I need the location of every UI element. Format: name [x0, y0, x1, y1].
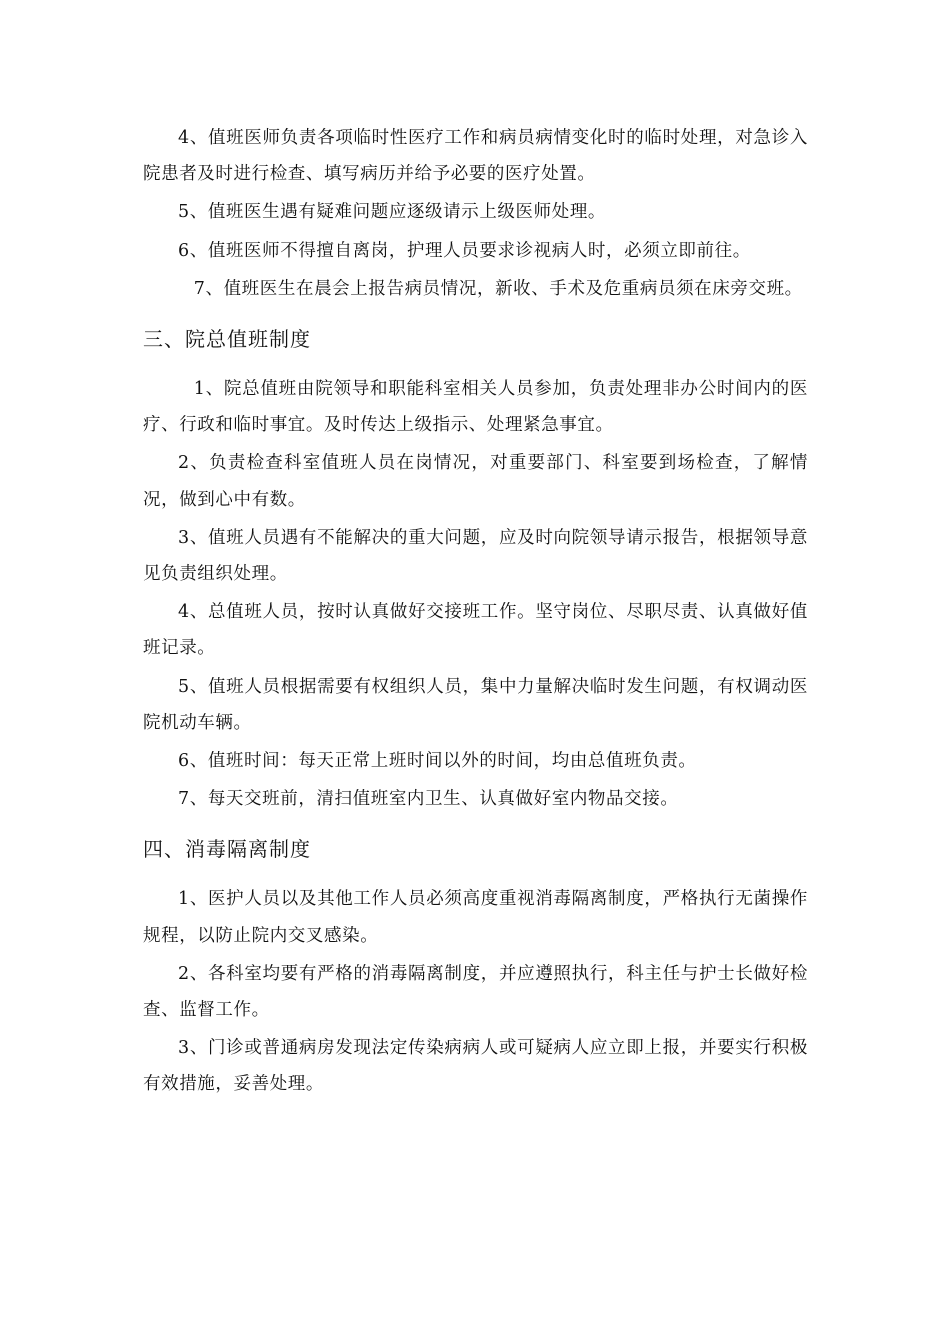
disinfection-rule-3: 3、门诊或普通病房发现法定传染病病人或可疑病人应立即上报，并要实行积极有效措施，妥善处理。	[143, 1038, 808, 1095]
general-duty-rule-3: 3、值班人员遇有不能解决的重大问题，应及时向院领导请示报告，根据领导意见负责组织处理。	[143, 527, 808, 585]
duty-doctor-rule-5: 5、值班医生遇有疑难问题应逐级请示上级医师处理。	[178, 202, 607, 223]
disinfection-rule-2: 2、各科室均要有严格的消毒隔离制度，并应遵照执行，科主任与护士长做好检查、监督工作。	[143, 963, 808, 1021]
general-duty-rule-2: 2、负责检查科室值班人员在岗情况，对重要部门、科室要到场检查，了解情况，做到心中有数。	[143, 453, 808, 510]
general-duty-rule-4: 4、总值班人员，按时认真做好交接班工作。坚守岗位、尽职尽责、认真做好值班记录。	[143, 602, 808, 659]
general-duty-rule-1: 1、院总值班由院领导和职能科室相关人员参加，负责处理非办公时间内的医疗、行政和临时事宜。及时传达上级指示、处理紧急事宜。	[143, 379, 808, 436]
section-heading-disinfection: 四、消毒隔离制度	[143, 837, 311, 862]
general-duty-rule-6: 6、值班时间：每天正常上班时间以外的时间，均由总值班负责。	[178, 751, 697, 772]
duty-doctor-rule-4: 4、值班医师负责各项临时性医疗工作和病员病情变化时的临时处理，对急诊入院患者及时进行检查、填写病历并给予必要的医疗处置。	[143, 128, 808, 185]
document-body	[143, 120, 808, 1105]
general-duty-rule-7: 7、每天交班前，清扫值班室内卫生、认真做好室内物品交接。	[178, 789, 679, 810]
disinfection-rule-1: 1、医护人员以及其他工作人员必须高度重视消毒隔离制度，严格执行无菌操作规程，以防止院内交叉感染。	[143, 889, 808, 946]
general-duty-rule-5: 5、值班人员根据需要有权组织人员，集中力量解决临时发生问题，有权调动医院机动车辆。	[143, 676, 808, 733]
duty-doctor-rule-7: 7、值班医生在晨会上报告病员情况，新收、手术及危重病员须在床旁交班。	[193, 278, 803, 299]
section-heading-general-duty: 三、院总值班制度	[143, 327, 311, 352]
duty-doctor-rule-6: 6、值班医师不得擅自离岗，护理人员要求诊视病人时，必须立即前往。	[178, 240, 751, 261]
